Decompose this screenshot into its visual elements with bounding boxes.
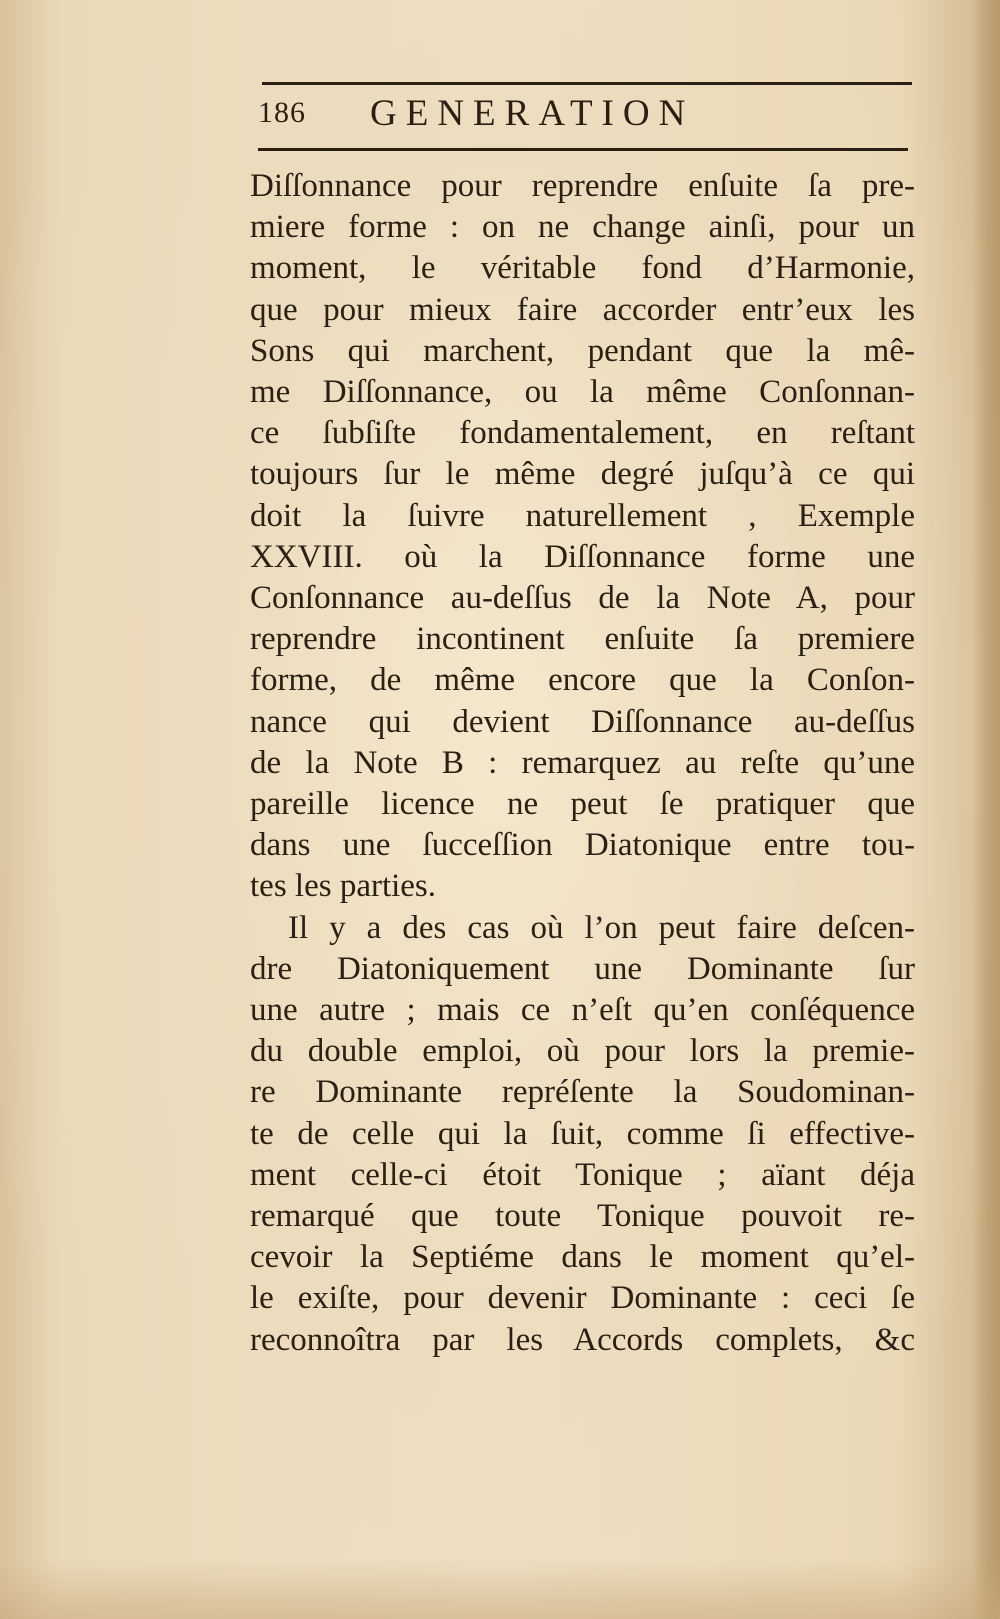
- header-rule-bottom: [258, 148, 908, 151]
- text-line: moment, le véritable fond d’Harmonie,: [250, 250, 915, 287]
- text-line: tes les parties.: [250, 868, 437, 905]
- text-line: re Dominante repréſente la Soudominan-: [250, 1074, 915, 1111]
- page-edge-shadow: [972, 0, 1000, 1619]
- text-line: toujours ſur le même degré juſqu’à ce qui: [250, 456, 915, 493]
- text-line: nance qui devient Diſſonnance au-deſſus: [250, 703, 915, 740]
- running-head: GENERATION: [370, 93, 695, 134]
- text-line: Diſſonnance pour reprendre enſuite ſa pre-: [250, 168, 915, 204]
- text-line: cevoir la Septiéme dans le moment qu’el-: [250, 1239, 915, 1276]
- body-text: [250, 166, 915, 1361]
- paragraph-1: [250, 166, 915, 908]
- page-header: [250, 94, 910, 134]
- text-line: pareille licence ne peut ſe pratiquer que: [250, 786, 915, 823]
- text-line: forme, de même encore que la Conſon-: [250, 662, 915, 699]
- text-line: remarqué que toute Tonique pouvoit re-: [250, 1198, 915, 1235]
- text-line: du double emploi, où pour lors la premie-: [250, 1033, 915, 1070]
- text-line: doit la ſuivre naturellement , Exemple: [250, 497, 915, 534]
- text-line: reconnoîtra par les Accords complets, &c: [250, 1321, 915, 1358]
- page-bottom-shadow: [0, 1559, 1000, 1619]
- text-line: ment celle-ci étoit Tonique ; aïant déja: [250, 1156, 915, 1193]
- text-line: que pour mieux faire accorder entr’eux les: [250, 291, 915, 328]
- text-line: le exiſte, pour devenir Dominante : ceci ſe: [250, 1280, 915, 1317]
- text-line: te de celle qui la ſuit, comme ſi effectivе-: [250, 1115, 915, 1152]
- text-line: XXVIII. où la Diſſonnance forme une: [250, 538, 915, 575]
- text-line: miere forme : on ne change ainſi, pour un: [250, 209, 915, 246]
- paragraph-2: [250, 908, 915, 1361]
- text-line: une autre ; mais ce n’eſt qu’en conſéquence: [250, 992, 915, 1029]
- text-line: Il y a des cas où l’on peut faire deſcen-: [288, 909, 915, 946]
- text-line: ce ſubſiſte fondamentalement, en reſtant: [250, 415, 915, 452]
- text-line: Conſonnance au-deſſus de la Note A, pour: [250, 580, 915, 617]
- text-line: dans une ſucceſſion Diatonique entre tou-: [250, 827, 915, 864]
- text-line: de la Note B : remarquez au reſte qu’une: [250, 744, 915, 781]
- text-line: dre Diatoniquement une Dominante ſur: [250, 950, 915, 987]
- header-rule-top: [262, 82, 912, 85]
- text-line: reprendre incontinent enſuite ſa premiere: [250, 621, 915, 658]
- text-line: me Diſſonnance, ou la même Conſonnan-: [250, 374, 915, 411]
- text-line: Sons qui marchent, pendant que la mê-: [250, 332, 915, 369]
- page-number: 186: [258, 96, 306, 129]
